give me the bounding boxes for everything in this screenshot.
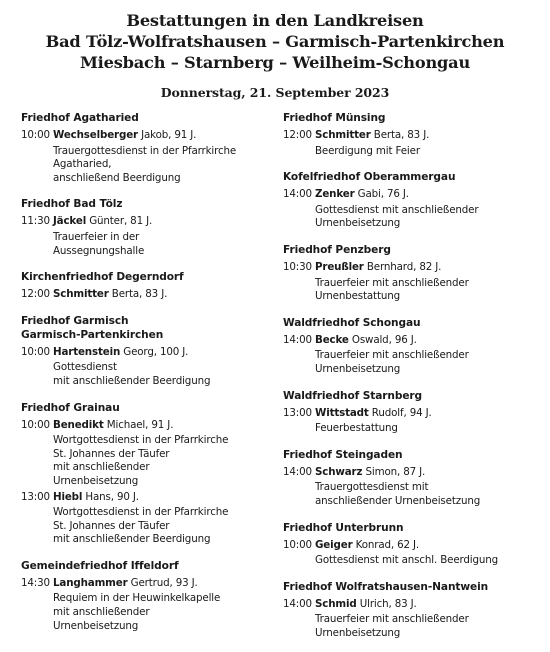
burial-time: 14:00 — [283, 333, 312, 346]
deceased-details: Simon, 87 J. — [362, 465, 426, 478]
deceased-details: Berta, 83 J. — [108, 288, 168, 301]
headline-line-1: Bestattungen in den Landkreisen — [126, 11, 424, 30]
ceremony-lines — [53, 231, 276, 258]
deceased-surname: Benedikt — [53, 418, 104, 431]
deceased-details: Rudolf, 94 J. — [368, 406, 432, 419]
cemetery-name — [283, 170, 545, 184]
cemetery-name — [21, 270, 276, 284]
cemetery-name-line: Friedhof Wolfratshausen-Nantwein — [283, 580, 489, 593]
ceremony-lines — [315, 613, 545, 640]
cemetery-name-line: Friedhof Garmisch — [21, 314, 129, 327]
ceremony-description — [283, 145, 545, 159]
cemetery-name — [283, 316, 545, 330]
cemetery-block — [283, 448, 545, 509]
left-column — [21, 111, 276, 645]
deceased-details: Georg, 100 J. — [120, 345, 189, 358]
burial-entry-row — [283, 188, 545, 202]
deceased-name — [315, 129, 545, 143]
cemetery-name — [283, 111, 545, 125]
burial-entry — [21, 288, 276, 302]
deceased-name — [315, 261, 545, 275]
ceremony-line: Gottesdienst mit anschließender — [315, 203, 479, 216]
burial-entry-row — [21, 346, 276, 360]
cemetery-block — [21, 314, 276, 389]
burial-entry — [21, 215, 276, 258]
deceased-name — [53, 577, 276, 591]
burial-time: 11:30 — [21, 215, 50, 228]
ceremony-description — [283, 277, 545, 304]
cemetery-block — [283, 521, 545, 568]
cemetery-name — [21, 197, 276, 211]
cemetery-name-line: Garmisch-Partenkirchen — [21, 328, 164, 341]
ceremony-lines — [53, 506, 276, 547]
deceased-details: Hans, 90 J. — [82, 490, 139, 503]
ceremony-line: Urnenbeisetzung — [315, 217, 401, 230]
ceremony-line: Beerdigung mit Feier — [315, 144, 420, 157]
deceased-details: Jakob, 91 J. — [137, 129, 197, 141]
burial-entry-row — [283, 466, 545, 480]
ceremony-line: Agatharied, — [53, 158, 112, 171]
burial-time: 10:00 — [21, 418, 50, 431]
deceased-details: Konrad, 62 J. — [352, 538, 420, 551]
page-header — [0, 0, 550, 100]
deceased-surname: Zenker — [315, 188, 355, 201]
burial-entry-row — [283, 539, 545, 553]
date-line: Donnerstag, 21. September 2023 — [160, 85, 390, 100]
burial-entry — [283, 261, 545, 304]
cemetery-name-line: Friedhof Penzberg — [283, 243, 391, 256]
deceased-details: Bernhard, 82 J. — [363, 260, 442, 273]
ceremony-line: anschließender Urnenbeisetzung — [315, 494, 481, 507]
ceremony-line: Trauerfeier mit anschließender — [315, 276, 469, 289]
deceased-name — [53, 288, 276, 302]
burial-entry — [21, 129, 276, 185]
burial-entry-row — [21, 577, 276, 591]
burial-entry — [283, 466, 545, 509]
ceremony-line: Gottesdienst mit anschl. Beerdigung — [315, 554, 499, 567]
ceremony-description — [283, 204, 545, 231]
right-column — [283, 111, 545, 652]
deceased-details: Gertrud, 93 J. — [127, 576, 198, 589]
burial-entry-row — [283, 129, 545, 143]
deceased-surname: Schmitter — [53, 288, 109, 301]
cemetery-name-line: Waldfriedhof Schongau — [283, 316, 421, 329]
ceremony-line: Feuerbestattung — [315, 422, 398, 435]
ceremony-description — [283, 554, 545, 568]
ceremony-description — [21, 434, 276, 488]
burial-time: 10:00 — [283, 538, 312, 551]
burial-entry-row — [283, 407, 545, 421]
burial-entry — [283, 539, 545, 568]
cemetery-name — [283, 521, 545, 535]
cemetery-block — [21, 401, 276, 547]
ceremony-lines — [53, 145, 276, 186]
cemetery-name — [283, 243, 545, 257]
ceremony-line: anschließend Beerdigung — [53, 171, 181, 184]
ceremony-line: mit anschließender — [53, 461, 150, 474]
burial-entry-row — [283, 261, 545, 275]
burial-time: 14:00 — [283, 188, 312, 201]
cemetery-name — [21, 111, 276, 125]
ceremony-lines — [53, 361, 276, 388]
ceremony-description — [283, 481, 545, 508]
deceased-details: Berta, 83 J. — [370, 129, 430, 141]
headline-line-2: Bad Tölz-Wolfratshausen – Garmisch-Partenkirchen — [45, 32, 505, 51]
ceremony-line: Gottesdienst — [53, 361, 117, 374]
cemetery-name — [283, 580, 545, 594]
ceremony-lines — [53, 434, 276, 488]
burial-entry — [283, 407, 545, 436]
cemetery-name-line: Friedhof Grainau — [21, 401, 120, 414]
ceremony-description — [21, 506, 276, 547]
cemetery-name-line: Kofelfriedhof Oberammergau — [283, 171, 456, 184]
deceased-name — [53, 419, 276, 433]
deceased-details: Günter, 81 J. — [86, 215, 153, 228]
cemetery-block — [283, 389, 545, 436]
burial-time: 14:00 — [283, 597, 312, 610]
ceremony-lines — [315, 481, 545, 508]
ceremony-description — [283, 613, 545, 640]
ceremony-line: Trauerfeier mit anschließender — [315, 613, 469, 626]
burial-time: 10:00 — [21, 345, 50, 358]
deceased-name — [53, 346, 276, 360]
burial-entry-row — [21, 491, 276, 505]
ceremony-line: Wortgottesdienst in der Pfarrkirche — [53, 434, 229, 447]
ceremony-line: Urnenbeisetzung — [53, 474, 139, 487]
ceremony-lines — [315, 422, 545, 436]
deceased-surname: Schwarz — [315, 465, 363, 478]
ceremony-description — [21, 361, 276, 388]
ceremony-line: Urnenbeisetzung — [315, 626, 401, 639]
cemetery-name-line: Friedhof Münsing — [283, 112, 386, 124]
ceremony-line: Urnenbestattung — [315, 290, 400, 303]
cemetery-block — [283, 243, 545, 304]
deceased-name — [53, 129, 276, 143]
ceremony-lines — [315, 349, 545, 376]
ceremony-line: Urnenbeisetzung — [53, 619, 139, 632]
cemetery-name — [283, 448, 545, 462]
cemetery-block — [21, 559, 276, 633]
cemetery-name — [283, 389, 545, 403]
deceased-name — [53, 491, 276, 505]
deceased-name — [315, 407, 545, 421]
ceremony-line: St. Johannes der Täufer — [53, 519, 170, 532]
burial-entry-row — [21, 288, 276, 302]
burial-entry — [283, 129, 545, 158]
deceased-details: Gabi, 76 J. — [354, 188, 409, 201]
cemetery-name-line: Waldfriedhof Starnberg — [283, 389, 423, 402]
cemetery-name-line: Gemeindefriedhof Iffeldorf — [21, 559, 179, 572]
deceased-name — [315, 188, 545, 202]
ceremony-line: mit anschließender Beerdigung — [53, 533, 211, 546]
ceremony-line: Requiem in der Heuwinkelkapelle — [53, 592, 221, 605]
deceased-name — [315, 598, 545, 612]
burial-entry — [21, 419, 276, 489]
burial-entry — [21, 491, 276, 547]
cemetery-name-line: Friedhof Unterbrunn — [283, 521, 404, 534]
burial-entry-row — [21, 129, 276, 143]
ceremony-line: Wortgottesdienst in der Pfarrkirche — [53, 506, 229, 519]
deceased-surname: Schmid — [315, 597, 357, 610]
burial-time: 13:00 — [283, 406, 312, 419]
cemetery-name — [21, 401, 276, 415]
deceased-name — [315, 539, 545, 553]
ceremony-line: Trauerfeier in der — [53, 230, 140, 243]
ceremony-line: mit anschließender — [53, 606, 150, 619]
burial-entry-row — [283, 598, 545, 612]
deceased-surname: Becke — [315, 333, 349, 346]
cemetery-name-line: Friedhof Agatharied — [21, 112, 139, 124]
burial-entry-row — [283, 334, 545, 348]
ceremony-description — [21, 145, 276, 186]
burial-entry — [21, 346, 276, 389]
ceremony-description — [21, 592, 276, 633]
cemetery-name — [21, 314, 276, 342]
ceremony-lines — [315, 204, 545, 231]
deceased-surname: Preußler — [315, 260, 364, 273]
ceremony-line: Trauergottesdienst in der Pfarrkirche — [53, 144, 237, 157]
cemetery-block — [283, 111, 545, 158]
burial-entry — [283, 598, 545, 641]
ceremony-description — [283, 422, 545, 436]
burial-entry — [283, 334, 545, 377]
ceremony-line: Aussegnungshalle — [53, 244, 145, 257]
cemetery-block — [21, 111, 276, 185]
cemetery-block — [21, 197, 276, 258]
burial-entry-row — [21, 419, 276, 433]
deceased-details: Michael, 91 J. — [103, 418, 174, 431]
burial-time: 14:30 — [21, 576, 50, 589]
ceremony-lines — [315, 554, 545, 568]
ceremony-line: St. Johannes der Täufer — [53, 447, 170, 460]
burial-entry — [283, 188, 545, 231]
burial-time: 12:00 — [21, 288, 50, 301]
cemetery-block — [283, 580, 545, 641]
headline-line-3: Miesbach – Starnberg – Weilheim-Schongau — [79, 53, 471, 72]
deceased-surname: Hiebl — [53, 490, 83, 503]
burial-time: 10:30 — [283, 260, 312, 273]
cemetery-name-line: Friedhof Steingaden — [283, 448, 403, 461]
burial-entry — [21, 577, 276, 633]
deceased-surname: Schmitter — [315, 129, 371, 141]
deceased-surname: Hartenstein — [53, 345, 121, 358]
deceased-name — [315, 334, 545, 348]
cemetery-name-line: Kirchenfriedhof Degerndorf — [21, 271, 184, 284]
burial-entry-row — [21, 215, 276, 229]
deceased-surname: Wechselberger — [53, 129, 138, 141]
cemetery-block — [283, 316, 545, 377]
ceremony-description — [21, 231, 276, 258]
ceremony-lines — [315, 277, 545, 304]
cemetery-name — [21, 559, 276, 573]
deceased-surname: Wittstadt — [315, 406, 369, 419]
burial-time: 10:00 — [21, 129, 50, 141]
ceremony-line: Trauergottesdienst mit — [315, 481, 429, 494]
burial-time: 14:00 — [283, 465, 312, 478]
ceremony-lines — [315, 145, 545, 159]
cemetery-name-line: Friedhof Bad Tölz — [21, 198, 123, 211]
cemetery-block — [21, 270, 276, 302]
ceremony-lines — [53, 592, 276, 633]
deceased-details: Ulrich, 83 J. — [356, 597, 417, 610]
deceased-name — [315, 466, 545, 480]
cemetery-block — [283, 170, 545, 231]
deceased-details: Oswald, 96 J. — [348, 333, 417, 346]
deceased-surname: Langhammer — [53, 576, 128, 589]
burial-time: 13:00 — [21, 490, 50, 503]
deceased-name — [53, 215, 276, 229]
ceremony-line: mit anschließender Beerdigung — [53, 374, 211, 387]
deceased-surname: Geiger — [315, 538, 353, 551]
ceremony-description — [283, 349, 545, 376]
ceremony-line: Trauerfeier mit anschließender — [315, 349, 469, 362]
deceased-surname: Jäckel — [53, 215, 87, 228]
burial-time: 12:00 — [283, 129, 312, 141]
ceremony-line: Urnenbeisetzung — [315, 362, 401, 375]
